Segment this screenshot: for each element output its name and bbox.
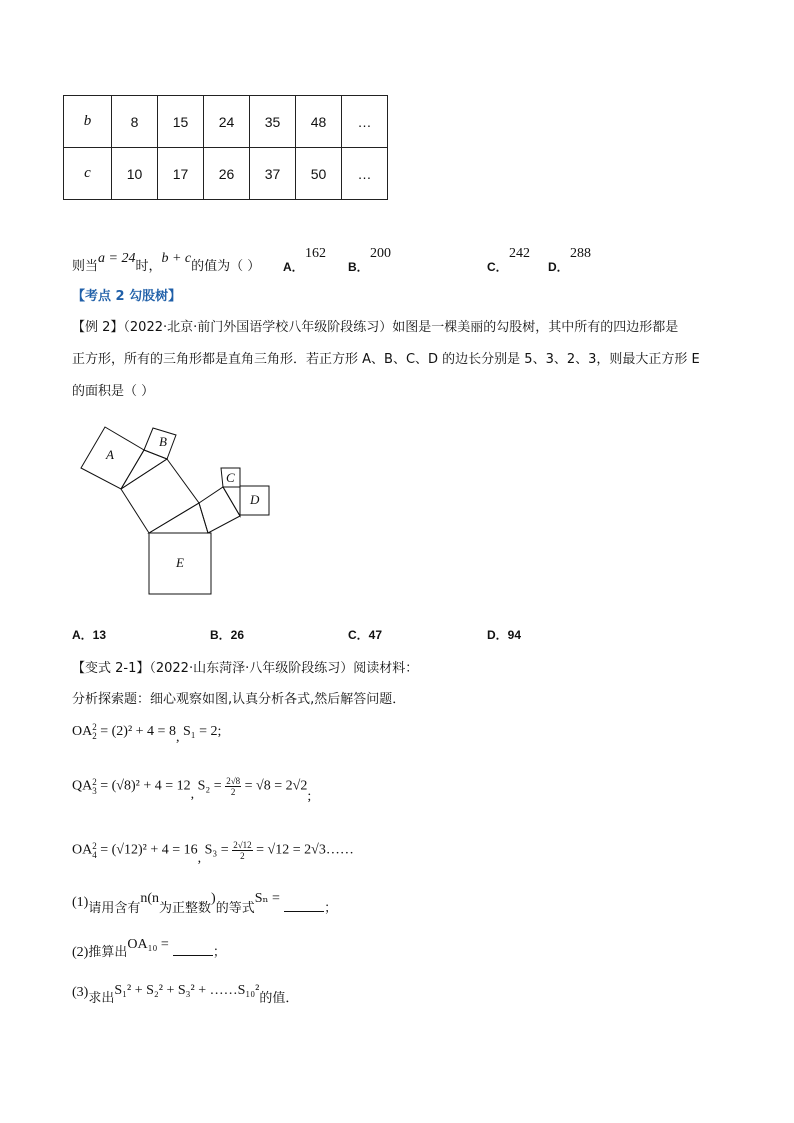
example-line-2: 正方形，所有的三角形都是直角三角形．若正方形 A、B、C、D 的边长分别是 5、3、2、3，则最大正方形 E — [72, 352, 700, 367]
table-cell: 8 — [112, 96, 158, 148]
sub-sup: 2 3 — [92, 776, 97, 796]
option-d — [487, 626, 521, 643]
formula-rhs: = (√12)² + 4 = 16 — [96, 842, 198, 858]
option-letter: C． — [487, 260, 508, 274]
option-b-value: 200 — [370, 246, 391, 261]
option-letter: B． — [210, 628, 231, 642]
option-letter: A． — [283, 260, 304, 274]
table-cell: 17 — [158, 148, 204, 200]
triangle-top — [121, 450, 167, 489]
option-letter: D． — [548, 260, 569, 274]
formula-lhs: QA — [72, 778, 93, 794]
section-heading: 【考点 2 勾股树】 — [72, 289, 182, 304]
formula-s: S₃ = — [204, 842, 229, 858]
option-letter: C． — [348, 628, 369, 642]
question-math: n(n — [140, 891, 160, 906]
question-end: 的值． — [259, 991, 299, 1006]
table-cell: 24 — [204, 96, 250, 148]
question-1 — [72, 891, 338, 917]
question-math: ) — [211, 891, 216, 906]
triangle-right — [223, 487, 240, 516]
option-b — [348, 258, 369, 275]
option-a — [283, 258, 304, 275]
formula-tail: = √12 = 2√3…… — [256, 842, 354, 858]
option-c — [348, 626, 382, 643]
question-text: 请用含有 — [88, 901, 141, 916]
option-value: 94 — [507, 628, 522, 642]
question-math: Sₙ = — [254, 891, 280, 906]
table-cell: 15 — [158, 96, 204, 148]
option-value: 26 — [230, 628, 245, 642]
option-b — [210, 626, 244, 643]
variant-intro: 分析探索题：细心观察如图,认真分析各式,然后解答问题． — [72, 692, 406, 707]
variant-title: 【变式 2-1】（2022·山东菏泽·八年级阶段练习）阅读材料： — [72, 661, 419, 676]
question-math: OA₁₀ = — [127, 937, 169, 952]
pythagoras-tree-figure — [70, 420, 285, 605]
formula-lhs: OA — [72, 842, 93, 858]
question-suffix: 的值为（ ） — [191, 259, 261, 274]
table-row — [64, 148, 388, 200]
question-end: ； — [212, 945, 226, 960]
example-line-3: 的面积是（ ） — [72, 384, 155, 399]
formula-rhs: = (2)² + 4 = 8 — [96, 724, 176, 740]
question-number: (3) — [72, 985, 89, 1000]
table-row — [64, 96, 388, 148]
question-end: ； — [324, 901, 338, 916]
question-number: (2) — [72, 945, 89, 960]
table-cell: 10 — [112, 148, 158, 200]
square-middle-right — [199, 487, 240, 533]
option-letter: B． — [348, 260, 369, 274]
label-b: B — [159, 434, 167, 449]
option-d — [548, 258, 569, 275]
sub-sup: 2 4 — [92, 840, 97, 860]
answer-blank[interactable] — [284, 899, 324, 912]
question-mid: 时， — [135, 259, 162, 274]
triangle-bottom — [149, 503, 208, 533]
option-a — [72, 626, 106, 643]
question-text: 的等式 — [215, 901, 255, 916]
fraction — [232, 840, 252, 861]
table-cell: … — [342, 148, 388, 200]
table-cell: 48 — [296, 96, 342, 148]
question-text: 推算出 — [88, 945, 128, 960]
option-letter: D． — [487, 628, 508, 642]
question-text: 求出 — [88, 991, 115, 1006]
formula-2: QA 2 3 = (√8)² + 4 = 12, S₂ = $\frac{2√8}{2}$ = √8 = 2√2; — [72, 776, 312, 804]
formula-tail: = √8 = 2√2 — [244, 778, 308, 794]
table-cell: 50 — [296, 148, 342, 200]
question-prefix: 则当 — [72, 259, 99, 274]
formula-lhs: OA — [72, 724, 93, 740]
question-line — [72, 251, 261, 275]
fraction-numerator: 2√8 — [226, 776, 241, 786]
table-cell: 37 — [250, 148, 296, 200]
answer-blank[interactable] — [173, 943, 213, 956]
table-row-label: b — [64, 96, 112, 148]
question-3 — [72, 983, 299, 1007]
sub-sup: 2 2 — [92, 722, 97, 741]
option-a-value: 162 — [305, 246, 326, 261]
fraction-denominator: 2 — [240, 851, 245, 861]
option-letter: A． — [72, 628, 93, 642]
formula-s: S₂ = — [197, 778, 222, 794]
question-text: 为正整数 — [159, 901, 212, 916]
table-cell: 26 — [204, 148, 250, 200]
math-expression: b + c — [161, 251, 192, 266]
formula-3: OA 2 4 = (√12)² + 4 = 16, S₃ = $\frac{2√12}{2}$ = √12 = 2√3…… — [72, 840, 354, 866]
fraction-denominator: 2 — [230, 787, 236, 797]
formula-rhs: = (√8)² + 4 = 12 — [96, 778, 191, 794]
data-table — [63, 95, 388, 200]
example-line-1: 【例 2】（2022·北京·前门外国语学校八年级阶段练习）如图是一棵美丽的勾股树，其中所有的四边形都是 — [72, 320, 679, 335]
formula-1: OA 2 2 = (2)² + 4 = 8, S₁ = 2; — [72, 722, 222, 746]
fraction-numerator: 2√12 — [233, 840, 252, 850]
option-value: 47 — [368, 628, 383, 642]
label-a: A — [106, 447, 114, 462]
option-c — [487, 258, 508, 275]
formula-s: S₁ = 2 — [182, 724, 218, 740]
question-number: (1) — [72, 895, 89, 910]
table-cell: … — [342, 96, 388, 148]
label-e: E — [176, 555, 184, 570]
option-value: 13 — [92, 628, 107, 642]
table-cell: 35 — [250, 96, 296, 148]
label-d: D — [250, 492, 260, 507]
option-d-value: 288 — [570, 246, 591, 261]
question-2 — [72, 937, 226, 961]
question-math: S₁² + S₂² + S₃² + ……S₁₀² — [114, 983, 260, 998]
fraction — [225, 776, 241, 797]
label-c: C — [226, 470, 235, 485]
math-condition: a = 24 — [98, 251, 136, 266]
table-row-label: c — [64, 148, 112, 200]
option-c-value: 242 — [509, 246, 530, 261]
